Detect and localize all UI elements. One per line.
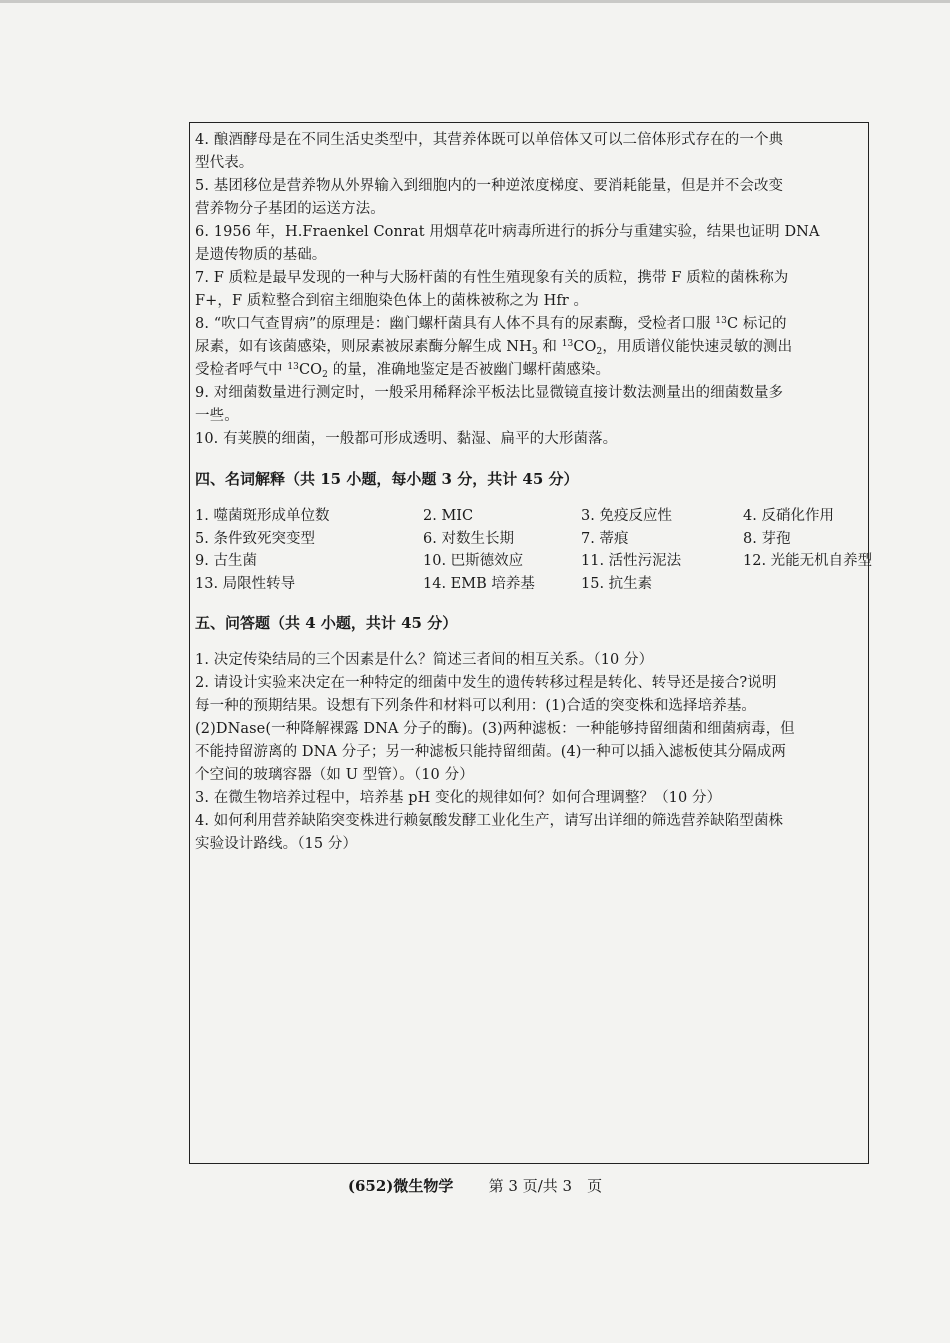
text-line bbox=[195, 313, 864, 336]
text-span: CO bbox=[573, 339, 597, 355]
term-item: 4. 反硝化作用 bbox=[743, 508, 834, 524]
text-line: (2)DNase(一种降解裸露 DNA 分子的酶)。(3)两种滤板：一种能够持留细菌和细菌病毒，但 bbox=[195, 721, 795, 737]
term-item: 2. MIC bbox=[423, 508, 474, 524]
term-item bbox=[743, 573, 853, 596]
course-code: (652)微生物学 bbox=[347, 1177, 454, 1195]
judge-item-9 bbox=[195, 382, 864, 428]
term-item: 9. 古生菌 bbox=[195, 553, 257, 569]
judge-item-8 bbox=[195, 313, 864, 382]
short-answer-questions bbox=[195, 649, 864, 856]
term-item: 10. 巴斯德效应 bbox=[423, 553, 524, 569]
term-item: 11. 活性污泥法 bbox=[581, 553, 682, 569]
text-line: 3. 在微生物培养过程中，培养基 pH 变化的规律如何？如何合理调整？（10 分） bbox=[195, 790, 722, 806]
text-line: 每一种的预期结果。设想有下列条件和材料可以利用：(1)合适的突变株和选择培养基。 bbox=[195, 698, 757, 714]
judge-item-6 bbox=[195, 221, 864, 267]
judge-item-7 bbox=[195, 267, 864, 313]
text-line bbox=[195, 359, 864, 382]
text-line: 1. 决定传染结局的三个因素是什么？简述三者间的相互关系。（10 分） bbox=[195, 652, 654, 668]
text-line: F+，F 质粒整合到宿主细胞染色体上的菌株被称之为 Hfr 。 bbox=[195, 293, 589, 309]
answer-frame bbox=[189, 122, 873, 1164]
term-item: 15. 抗生素 bbox=[581, 575, 653, 592]
term-item: 8. 芽孢 bbox=[743, 530, 791, 547]
term-item: 6. 对数生长期 bbox=[423, 530, 514, 547]
superscript: 13 bbox=[715, 316, 727, 326]
text-line: 是遗传物质的基础。 bbox=[195, 247, 327, 263]
text-span: 的量，准确地鉴定是否被幽门螺杆菌感染。 bbox=[327, 362, 611, 378]
text-span: 和 bbox=[537, 339, 562, 355]
term-item: 12. 光能无机自养型 bbox=[743, 553, 873, 569]
text-line: 一些。 bbox=[195, 408, 239, 424]
text-line: 营养物分子基团的运送方法。 bbox=[195, 201, 385, 217]
text-span: 受检者呼气中 bbox=[195, 362, 288, 378]
section-four-title: 四、名词解释（共 15 小题，每小题 3 分，共计 45 分） bbox=[195, 470, 579, 488]
judgement-questions bbox=[195, 129, 864, 451]
text-line bbox=[195, 336, 864, 359]
text-line: 不能持留游离的 DNA 分子；另一种滤板只能持留细菌。(4)一种可以插入滤板使其分隔成两 bbox=[195, 744, 786, 760]
page-number: 第 3 页/共 3 页 bbox=[488, 1177, 603, 1195]
terms-grid bbox=[195, 505, 873, 595]
text-line: 10. 有荚膜的细菌，一般都可形成透明、黏湿、扁平的大形菌落。 bbox=[195, 431, 618, 447]
text-span: ，用质谱仪能快速灵敏的测出 bbox=[602, 339, 793, 355]
page-footer bbox=[0, 1175, 950, 1196]
term-item: 1. 噬菌斑形成单位数 bbox=[195, 508, 330, 524]
text-line: 4. 如何利用营养缺陷突变株进行赖氨酸发酵工业化生产，请写出详细的筛选营养缺陷型菌株 bbox=[195, 813, 784, 829]
term-item: 13. 局限性转导 bbox=[195, 575, 296, 592]
text-line: 5. 基团移位是营养物从外界输入到细胞内的一种逆浓度梯度、要消耗能量，但是并不会改变 bbox=[195, 178, 784, 194]
superscript: 13 bbox=[287, 362, 299, 372]
scan-top-edge bbox=[0, 0, 950, 3]
text-span: 8. “吹口气查胃病”的原理是：幽门螺杆菌具有人体不具有的尿素酶，受检者口服 bbox=[195, 316, 716, 332]
text-span: 尿素，如有该菌感染，则尿素被尿素酶分解生成 NH bbox=[195, 339, 532, 355]
text-span: C 标记的 bbox=[726, 316, 787, 332]
text-line: 4. 酿酒酵母是在不同生活史类型中，其营养体既可以单倍体又可以二倍体形式存在的一个典 bbox=[195, 132, 784, 148]
text-line: 7. F 质粒是最早发现的一种与大肠杆菌的有性生殖现象有关的质粒，携带 F 质粒的菌株称为 bbox=[195, 270, 789, 286]
subscript: 2 bbox=[322, 370, 328, 380]
term-item: 7. 蒂痕 bbox=[581, 530, 629, 547]
subscript: 2 bbox=[596, 347, 603, 357]
text-line: 个空间的玻璃容器（如 U 型管）。（10 分） bbox=[195, 767, 474, 783]
text-line: 9. 对细菌数量进行测定时，一般采用稀释涂平板法比显微镜直接计数法测量出的细菌数量多 bbox=[195, 385, 784, 401]
term-item: 3. 免疫反应性 bbox=[581, 508, 672, 524]
text-span: CO bbox=[298, 362, 323, 378]
judge-item-5 bbox=[195, 175, 864, 221]
subscript: 3 bbox=[531, 347, 538, 357]
term-item: 5. 条件致死突变型 bbox=[195, 530, 315, 547]
judge-item-10 bbox=[195, 428, 864, 451]
judge-item-4 bbox=[195, 129, 864, 175]
text-line: 型代表。 bbox=[195, 155, 254, 171]
section-five-title: 五、问答题（共 4 小题，共计 45 分） bbox=[195, 614, 458, 632]
superscript: 13 bbox=[561, 339, 574, 349]
text-line: 6. 1956 年，H.Fraenkel Conrat 用烟草花叶病毒所进行的拆分与重建实验，结果也证明 DNA bbox=[195, 224, 820, 240]
text-line: 实验设计路线。（15 分） bbox=[195, 836, 358, 852]
term-item: 14. EMB 培养基 bbox=[423, 575, 535, 592]
text-line: 2. 请设计实验来决定在一种特定的细菌中发生的遗传转移过程是转化、转导还是接合?说明 bbox=[195, 675, 777, 691]
